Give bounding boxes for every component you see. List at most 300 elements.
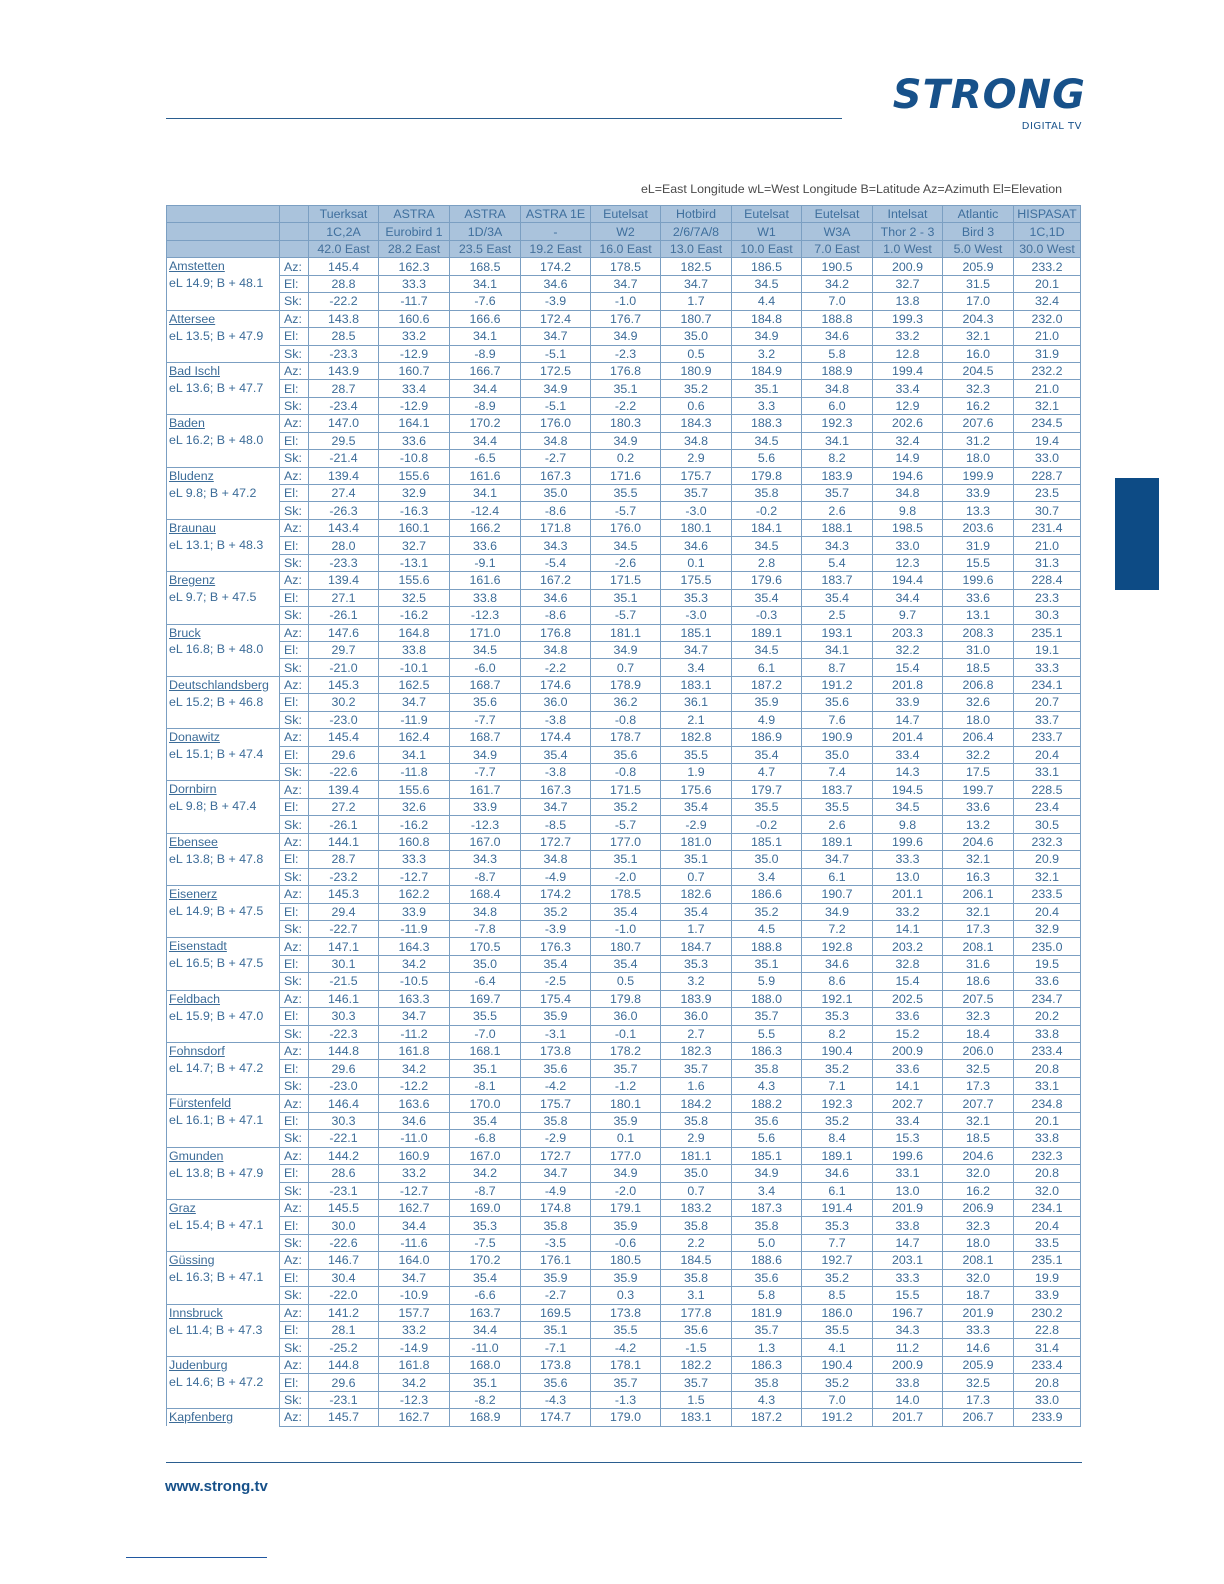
value-cell: 199.3 [873, 310, 943, 327]
table-row [167, 275, 1081, 292]
table-row [167, 467, 1081, 484]
value-cell: 160.8 [379, 833, 450, 850]
value-cell: 14.0 [873, 1391, 943, 1408]
value-cell: 13.1 [943, 607, 1014, 624]
value-cell: 206.4 [943, 729, 1014, 746]
value-cell: 206.7 [943, 1409, 1014, 1426]
value-cell: 35.9 [591, 1269, 661, 1286]
header-row-names [167, 206, 1081, 223]
value-cell: -22.6 [309, 764, 379, 781]
value-cell: -8.1 [450, 1077, 521, 1094]
row-label: El: [280, 1165, 309, 1182]
value-cell: 167.3 [521, 467, 591, 484]
value-cell: 14.7 [873, 711, 943, 728]
value-cell: 190.5 [802, 258, 873, 275]
table-row [167, 746, 1081, 763]
value-cell: 35.8 [661, 1269, 732, 1286]
location-name[interactable]: Attersee [169, 311, 216, 326]
value-cell: 31.9 [1014, 345, 1081, 362]
value-cell: 180.5 [591, 1252, 661, 1269]
value-cell: 32.0 [943, 1269, 1014, 1286]
value-cell: 35.7 [661, 1060, 732, 1077]
value-cell: 33.3 [943, 1322, 1014, 1339]
value-cell: 175.7 [521, 1095, 591, 1112]
value-cell: 11.2 [873, 1339, 943, 1356]
satellite-model: 1D/3A [450, 223, 521, 240]
value-cell: 163.6 [379, 1095, 450, 1112]
table-row [167, 903, 1081, 920]
value-cell: 35.1 [450, 1374, 521, 1391]
location-cell [167, 1339, 280, 1356]
value-cell: -11.6 [379, 1234, 450, 1251]
value-cell: 184.2 [661, 1095, 732, 1112]
table-row [167, 415, 1081, 432]
value-cell: 4.3 [732, 1391, 802, 1408]
row-label: Sk: [280, 1391, 309, 1408]
value-cell: 36.0 [521, 694, 591, 711]
value-cell: 34.1 [802, 641, 873, 658]
value-cell: 178.5 [591, 886, 661, 903]
value-cell: -26.1 [309, 607, 379, 624]
value-cell: 18.0 [943, 1234, 1014, 1251]
value-cell: 186.9 [732, 729, 802, 746]
row-label: Az: [280, 1409, 309, 1426]
row-label: Az: [280, 467, 309, 484]
table-row [167, 258, 1081, 275]
value-cell: 170.2 [450, 1252, 521, 1269]
location-cell [167, 397, 280, 414]
value-cell: 164.8 [379, 624, 450, 641]
strong-logo [878, 72, 1086, 134]
value-cell: 28.7 [309, 380, 379, 397]
value-cell: -8.9 [450, 397, 521, 414]
value-cell: 34.4 [450, 1322, 521, 1339]
value-cell: 18.7 [943, 1287, 1014, 1304]
value-cell: 203.6 [943, 519, 1014, 536]
value-cell: 182.6 [661, 886, 732, 903]
value-cell: 208.1 [943, 938, 1014, 955]
value-cell: -7.7 [450, 711, 521, 728]
value-cell: -21.0 [309, 659, 379, 676]
location-name[interactable]: Baden [169, 416, 205, 431]
location-cell [167, 328, 280, 345]
value-cell: 33.6 [873, 1060, 943, 1077]
value-cell: 32.1 [943, 328, 1014, 345]
value-cell: 162.5 [379, 676, 450, 693]
location-name[interactable]: Dornbirn [169, 782, 217, 797]
value-cell: -22.7 [309, 920, 379, 937]
value-cell: 208.3 [943, 624, 1014, 641]
value-cell: -6.4 [450, 973, 521, 990]
row-label: Sk: [280, 711, 309, 728]
value-cell: -12.9 [379, 345, 450, 362]
value-cell: 191.2 [802, 1409, 873, 1426]
value-cell: 201.7 [873, 1409, 943, 1426]
value-cell: 233.4 [1014, 1356, 1081, 1373]
table-row [167, 1182, 1081, 1199]
value-cell: 23.4 [1014, 798, 1081, 815]
value-cell: 29.4 [309, 903, 379, 920]
value-cell: 13.0 [873, 1182, 943, 1199]
value-cell: 34.9 [802, 903, 873, 920]
satellite-name: HISPASAT [1014, 206, 1081, 223]
location-name[interactable]: Kapfenberg [169, 1410, 234, 1425]
location-coordinates: eL 9.8; B + 47.2 [169, 485, 257, 500]
value-cell: 35.8 [661, 1217, 732, 1234]
value-cell: 174.7 [521, 1409, 591, 1426]
value-cell: 176.3 [521, 938, 591, 955]
row-label: El: [280, 1269, 309, 1286]
location-name[interactable]: Bad Ischl [169, 363, 220, 378]
location-name[interactable]: Feldbach [169, 991, 220, 1006]
value-cell: 0.1 [661, 554, 732, 571]
value-cell: 179.6 [732, 572, 802, 589]
value-cell: 175.5 [661, 572, 732, 589]
value-cell: 4.3 [732, 1077, 802, 1094]
value-cell: 1.7 [661, 920, 732, 937]
value-cell: 184.1 [732, 519, 802, 536]
value-cell: 34.8 [450, 903, 521, 920]
value-cell: 0.7 [661, 868, 732, 885]
table-row [167, 1112, 1081, 1129]
value-cell: 196.7 [873, 1304, 943, 1321]
value-cell: 228.7 [1014, 467, 1081, 484]
location-cell [167, 380, 280, 397]
value-cell: -0.3 [732, 607, 802, 624]
table-row [167, 1287, 1081, 1304]
value-cell: -0.1 [591, 1025, 661, 1042]
value-cell: 182.3 [661, 1043, 732, 1060]
row-label: El: [280, 380, 309, 397]
footer-rule [166, 1462, 1082, 1463]
value-cell: 146.1 [309, 990, 379, 1007]
value-cell: 4.5 [732, 920, 802, 937]
value-cell: 231.4 [1014, 519, 1081, 536]
value-cell: 17.5 [943, 764, 1014, 781]
row-label: El: [280, 537, 309, 554]
value-cell: 5.6 [732, 1130, 802, 1147]
table-row [167, 1025, 1081, 1042]
value-cell: 207.6 [943, 415, 1014, 432]
value-cell: 2.9 [661, 1130, 732, 1147]
value-cell: 174.6 [521, 676, 591, 693]
row-label: Az: [280, 362, 309, 379]
location-name[interactable]: Amstetten [169, 259, 225, 274]
value-cell: 186.6 [732, 886, 802, 903]
location-coordinates: eL 9.8; B + 47.4 [169, 799, 257, 814]
value-cell: 5.6 [732, 450, 802, 467]
value-cell: 32.3 [943, 1008, 1014, 1025]
table-row [167, 833, 1081, 850]
table-row [167, 1095, 1081, 1112]
value-cell: 232.0 [1014, 310, 1081, 327]
value-cell: -23.3 [309, 345, 379, 362]
location-cell [167, 1043, 280, 1060]
value-cell: 4.4 [732, 293, 802, 310]
value-cell: 28.5 [309, 328, 379, 345]
location-name[interactable]: Bregenz [169, 573, 216, 588]
value-cell: 35.7 [661, 1374, 732, 1391]
value-cell: 20.1 [1014, 1112, 1081, 1129]
value-cell: 234.1 [1014, 1199, 1081, 1216]
value-cell: 3.2 [661, 973, 732, 990]
value-cell: 162.3 [379, 258, 450, 275]
row-label: Sk: [280, 1339, 309, 1356]
location-name[interactable]: Ebensee [169, 834, 218, 849]
location-name[interactable]: Gmunden [169, 1148, 224, 1163]
footer-url[interactable]: www.strong.tv [165, 1478, 268, 1495]
value-cell: 16.3 [943, 868, 1014, 885]
value-cell: 180.9 [661, 362, 732, 379]
value-cell: 182.5 [661, 258, 732, 275]
location-name[interactable]: Donawitz [169, 730, 220, 745]
location-name[interactable]: Graz [169, 1200, 196, 1215]
location-cell [167, 1199, 280, 1216]
value-cell: 192.3 [802, 1095, 873, 1112]
value-cell: -3.9 [521, 293, 591, 310]
location-cell [167, 467, 280, 484]
table-row [167, 1322, 1081, 1339]
row-label: Sk: [280, 1234, 309, 1251]
value-cell: 36.2 [591, 694, 661, 711]
value-cell: 28.0 [309, 537, 379, 554]
value-cell: 20.2 [1014, 1008, 1081, 1025]
satellite-name: ASTRA [450, 206, 521, 223]
value-cell: 35.9 [521, 1269, 591, 1286]
location-cell [167, 1409, 280, 1426]
value-cell: 20.4 [1014, 1217, 1081, 1234]
value-cell: 166.6 [450, 310, 521, 327]
value-cell: 191.4 [802, 1199, 873, 1216]
value-cell: 35.4 [661, 903, 732, 920]
value-cell: -21.5 [309, 973, 379, 990]
value-cell: 168.9 [450, 1409, 521, 1426]
value-cell: 34.6 [661, 537, 732, 554]
row-label: Az: [280, 676, 309, 693]
brand-tagline: DIGITAL TV [1021, 121, 1082, 132]
location-name[interactable]: Eisenerz [169, 887, 218, 902]
value-cell: 15.3 [873, 1130, 943, 1147]
value-cell: 188.1 [802, 519, 873, 536]
table-row [167, 1269, 1081, 1286]
value-cell: 174.8 [521, 1199, 591, 1216]
value-cell: -8.2 [450, 1391, 521, 1408]
value-cell: 233.4 [1014, 1043, 1081, 1060]
value-cell: 35.2 [591, 798, 661, 815]
value-cell: 35.3 [802, 1217, 873, 1234]
location-coordinates: eL 14.9; B + 47.5 [169, 904, 264, 918]
value-cell: 28.1 [309, 1322, 379, 1339]
value-cell: -4.2 [521, 1077, 591, 1094]
table-row [167, 1077, 1081, 1094]
value-cell: 33.6 [873, 1008, 943, 1025]
location-name[interactable]: Eisenstadt [169, 939, 227, 954]
value-cell: 19.5 [1014, 955, 1081, 972]
value-cell: 32.1 [1014, 868, 1081, 885]
value-cell: -10.5 [379, 973, 450, 990]
value-cell: 1.6 [661, 1077, 732, 1094]
value-cell: 188.0 [732, 990, 802, 1007]
value-cell: 32.6 [379, 798, 450, 815]
value-cell: 228.5 [1014, 781, 1081, 798]
value-cell: 34.6 [379, 1112, 450, 1129]
value-cell: -7.7 [450, 764, 521, 781]
table-row [167, 694, 1081, 711]
value-cell: 34.1 [450, 485, 521, 502]
satellite-position: 7.0 East [802, 240, 873, 257]
location-cell [167, 345, 280, 362]
value-cell: 184.3 [661, 415, 732, 432]
value-cell: 34.9 [732, 328, 802, 345]
value-cell: -7.1 [521, 1339, 591, 1356]
value-cell: 144.8 [309, 1356, 379, 1373]
value-cell: 235.0 [1014, 938, 1081, 955]
value-cell: 164.3 [379, 938, 450, 955]
location-coordinates: eL 13.1; B + 48.3 [169, 537, 264, 552]
value-cell: 35.1 [591, 380, 661, 397]
row-label: Sk: [280, 1182, 309, 1199]
table-row [167, 868, 1081, 885]
location-name[interactable]: Braunau [169, 520, 216, 535]
location-cell [167, 572, 280, 589]
value-cell: 35.1 [450, 1060, 521, 1077]
value-cell: 174.2 [521, 258, 591, 275]
value-cell: 233.2 [1014, 258, 1081, 275]
value-cell: 180.1 [661, 519, 732, 536]
value-cell: 179.0 [591, 1409, 661, 1426]
value-cell: 33.6 [379, 432, 450, 449]
value-cell: 1.7 [661, 293, 732, 310]
value-cell: 35.4 [732, 589, 802, 606]
value-cell: 6.1 [802, 1182, 873, 1199]
value-cell: 35.7 [591, 1060, 661, 1077]
value-cell: 170.5 [450, 938, 521, 955]
value-cell: 33.8 [1014, 1130, 1081, 1147]
value-cell: 27.1 [309, 589, 379, 606]
value-cell: 174.4 [521, 729, 591, 746]
location-name[interactable]: Deutschlandsberg [169, 677, 269, 692]
location-name[interactable]: Bruck [169, 625, 201, 640]
value-cell: 35.3 [661, 589, 732, 606]
value-cell: 205.9 [943, 1356, 1014, 1373]
value-cell: -11.9 [379, 920, 450, 937]
location-name[interactable]: Güssing [169, 1253, 215, 1268]
value-cell: 187.3 [732, 1199, 802, 1216]
value-cell: 200.9 [873, 1356, 943, 1373]
table-row [167, 955, 1081, 972]
location-name[interactable]: Fürstenfeld [169, 1096, 231, 1111]
location-name[interactable]: Judenburg [169, 1357, 228, 1372]
location-name[interactable]: Bludenz [169, 468, 214, 483]
value-cell: 33.7 [1014, 711, 1081, 728]
value-cell: 33.1 [1014, 764, 1081, 781]
location-cell [167, 502, 280, 519]
satellite-name: Eutelsat [732, 206, 802, 223]
value-cell: 155.6 [379, 572, 450, 589]
satellite-position: 5.0 West [943, 240, 1014, 257]
value-cell: 172.7 [521, 833, 591, 850]
value-cell: 199.9 [943, 467, 1014, 484]
satellite-name: ASTRA [379, 206, 450, 223]
value-cell: 35.6 [450, 694, 521, 711]
value-cell: 33.6 [943, 589, 1014, 606]
location-coordinates: eL 15.4; B + 47.1 [169, 1217, 264, 1232]
row-label: El: [280, 589, 309, 606]
value-cell: 5.0 [732, 1234, 802, 1251]
value-cell: 34.7 [379, 694, 450, 711]
row-label: Sk: [280, 659, 309, 676]
value-cell: 32.5 [943, 1374, 1014, 1391]
value-cell: -7.6 [450, 293, 521, 310]
satellite-position: 23.5 East [450, 240, 521, 257]
value-cell: 34.2 [379, 1060, 450, 1077]
value-cell: -16.2 [379, 607, 450, 624]
value-cell: 33.6 [1014, 973, 1081, 990]
table-row [167, 397, 1081, 414]
row-label: El: [280, 1217, 309, 1234]
value-cell: 202.5 [873, 990, 943, 1007]
value-cell: 17.0 [943, 293, 1014, 310]
value-cell: 33.8 [450, 589, 521, 606]
value-cell: 186.3 [732, 1043, 802, 1060]
location-cell [167, 275, 280, 292]
location-cell [167, 955, 280, 972]
value-cell: 33.2 [379, 328, 450, 345]
value-cell: 168.7 [450, 676, 521, 693]
value-cell: 34.8 [521, 851, 591, 868]
location-cell [167, 973, 280, 990]
value-cell: 35.0 [732, 851, 802, 868]
value-cell: 9.8 [873, 502, 943, 519]
value-cell: 34.2 [450, 1165, 521, 1182]
value-cell: 17.3 [943, 1391, 1014, 1408]
table-row [167, 764, 1081, 781]
location-name[interactable]: Fohnsdorf [169, 1044, 225, 1058]
location-cell [167, 816, 280, 833]
value-cell: -11.2 [379, 1025, 450, 1042]
value-cell: 180.1 [591, 1095, 661, 1112]
value-cell: 34.2 [802, 275, 873, 292]
brand-name: STRONG [892, 72, 1086, 118]
value-cell: 34.1 [450, 275, 521, 292]
value-cell: 176.7 [591, 310, 661, 327]
location-cell [167, 764, 280, 781]
value-cell: 32.7 [873, 275, 943, 292]
value-cell: 32.9 [379, 485, 450, 502]
value-cell: 15.4 [873, 659, 943, 676]
value-cell: 17.3 [943, 1077, 1014, 1094]
value-cell: 0.1 [591, 1130, 661, 1147]
value-cell: 199.4 [873, 362, 943, 379]
value-cell: 32.5 [379, 589, 450, 606]
value-cell: 35.8 [521, 1217, 591, 1234]
value-cell: 181.0 [661, 833, 732, 850]
value-cell: 206.1 [943, 886, 1014, 903]
row-label: Sk: [280, 607, 309, 624]
value-cell: -12.9 [379, 397, 450, 414]
value-cell: 30.1 [309, 955, 379, 972]
value-cell: -25.2 [309, 1339, 379, 1356]
value-cell: 35.6 [521, 1060, 591, 1077]
value-cell: -13.1 [379, 554, 450, 571]
row-label: Az: [280, 1356, 309, 1373]
value-cell: 3.2 [732, 345, 802, 362]
value-cell: 181.1 [661, 1147, 732, 1164]
location-name[interactable]: Innsbruck [169, 1305, 223, 1320]
value-cell: 35.4 [450, 1269, 521, 1286]
value-cell: 35.5 [732, 798, 802, 815]
value-cell: 32.5 [943, 1060, 1014, 1077]
